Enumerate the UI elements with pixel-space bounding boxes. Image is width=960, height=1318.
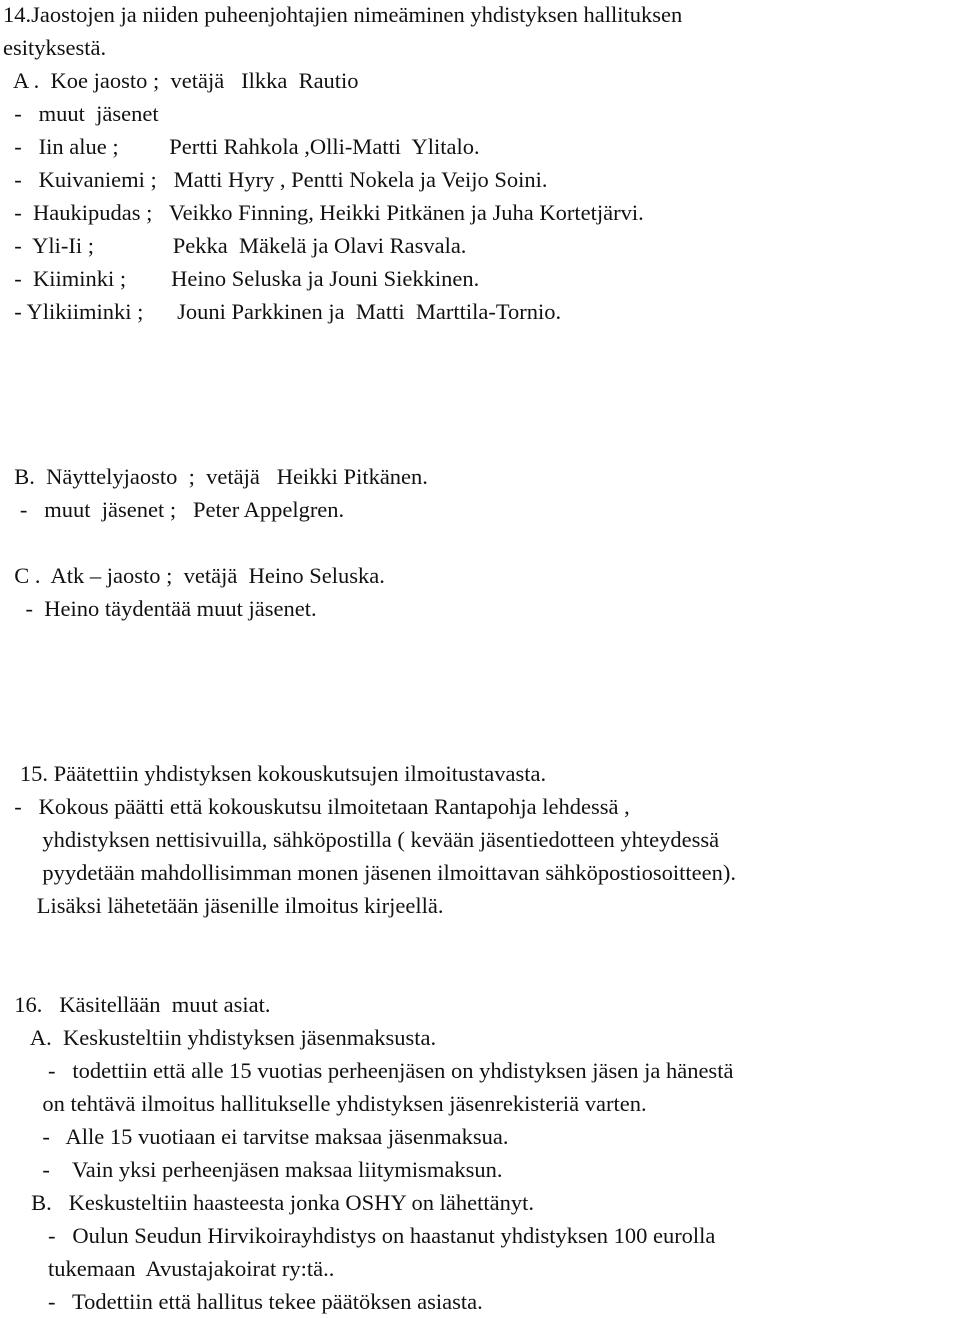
line-kuivaniemi: - Kuivaniemi ; Matti Hyry , Pentti Nokela ja Veijo Soini.: [3, 167, 548, 192]
line-16a-alle-15: - Alle 15 vuotiaan ei tarvitse maksaa jäsenmaksua.: [3, 1124, 509, 1149]
item-16b-haaste: B. Keskusteltiin haasteesta jonka OSHY on lähettänyt.: [3, 1190, 534, 1215]
line-16b-tukemaan: tukemaan Avustajakoirat ry:tä..: [3, 1256, 335, 1281]
line-16b-todettiin: - Todettiin että hallitus tekee päätöksen asiasta.: [3, 1289, 483, 1314]
line-16a-todettiin: - todettiin että alle 15 vuotias perheenjäsen on yhdistyksen jäsen ja hänestä: [3, 1058, 734, 1083]
section-15-heading: 15. Päätettiin yhdistyksen kokouskutsujen ilmoitustavasta.: [3, 761, 547, 786]
line-16b-oulun-seudun: - Oulun Seudun Hirvikoirayhdistys on haastanut yhdistyksen 100 eurolla: [3, 1223, 716, 1248]
item-a-koe-jaosto: A . Koe jaosto ; vetäjä Ilkka Rautio: [3, 68, 359, 93]
section-16-heading: 16. Käsitellään muut asiat.: [3, 992, 271, 1017]
line-16a-vain-yksi: - Vain yksi perheenjäsen maksaa liitymismaksun.: [3, 1157, 503, 1182]
line-15-nettisivuilla: yhdistyksen nettisivuilla, sähköpostilla ( kevään jäsentiedotteen yhteydessä: [3, 827, 720, 852]
line-15-pyydetaan: pyydetään mahdollisimman monen jäsenen ilmoittavan sähköpostiosoitteen).: [3, 860, 736, 885]
line-haukipudas: - Haukipudas ; Veikko Finning, Heikki Pitkänen ja Juha Kortetjärvi.: [3, 200, 644, 225]
item-c-atk-jaosto: C . Atk – jaosto ; vetäjä Heino Seluska.: [3, 563, 385, 588]
line-b-muut-jasenet: - muut jäsenet ; Peter Appelgren.: [3, 497, 345, 522]
line-15-lisaksi: Lisäksi lähetetään jäsenille ilmoitus kirjeellä.: [3, 893, 444, 918]
item-b-nayttelyjaosto: B. Näyttelyjaosto ; vetäjä Heikki Pitkänen.: [3, 464, 428, 489]
item-16a-jasenmaksu: A. Keskusteltiin yhdistyksen jäsenmaksusta.: [3, 1025, 437, 1050]
line-iin-alue: - Iin alue ; Pertti Rahkola ,Olli-Matti Ylitalo.: [3, 134, 480, 159]
section-14-heading-cont: esityksestä.: [3, 35, 107, 60]
line-15-kokous: - Kokous päätti että kokouskutsu ilmoitetaan Rantapohja lehdessä ,: [3, 794, 630, 819]
line-c-heino: - Heino täydentää muut jäsenet.: [3, 596, 317, 621]
line-16a-ilmoitus: on tehtävä ilmoitus hallitukselle yhdistyksen jäsenrekisteriä varten.: [3, 1091, 647, 1116]
line-ylikiiminki: - Ylikiiminki ; Jouni Parkkinen ja Matti Marttila-Tornio.: [3, 299, 562, 324]
line-muut-jasenet: - muut jäsenet: [3, 101, 159, 126]
line-kiiminki: - Kiiminki ; Heino Seluska ja Jouni Siekkinen.: [3, 266, 480, 291]
section-14-heading: 14.Jaostojen ja niiden puheenjohtajien nimeäminen yhdistyksen hallituksen: [3, 2, 683, 27]
line-yli-ii: - Yli-Ii ; Pekka Mäkelä ja Olavi Rasvala.: [3, 233, 467, 258]
